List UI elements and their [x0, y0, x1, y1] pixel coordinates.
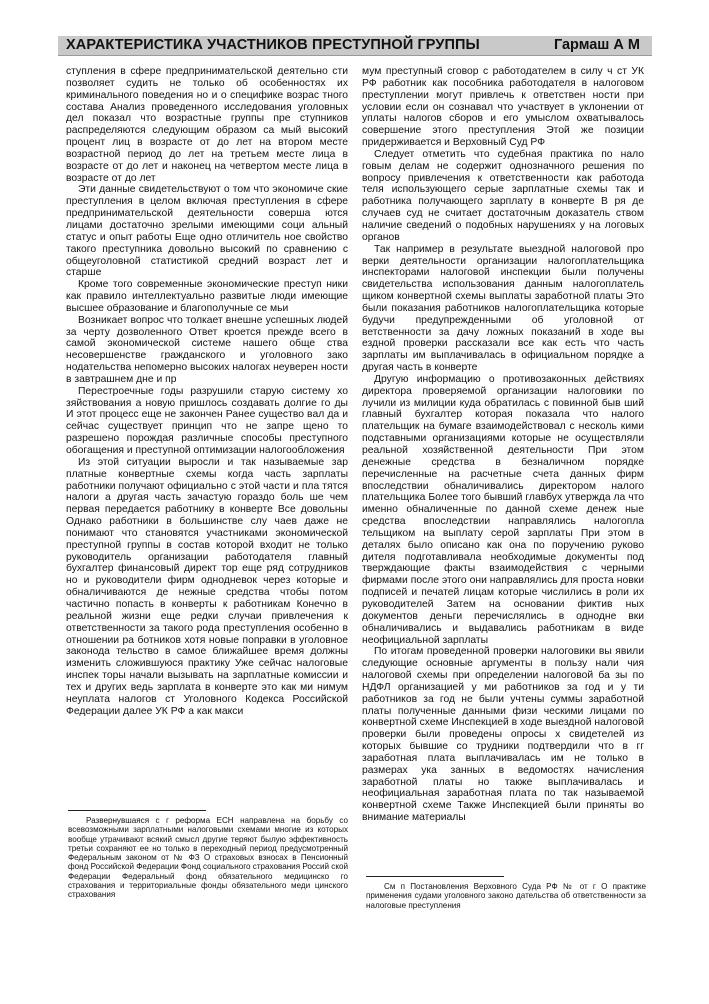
- footnote-divider-left: [68, 810, 206, 811]
- header-author: Гармаш А М: [553, 37, 640, 53]
- footnote-right: [366, 882, 646, 910]
- footnote-text: Развернувшаяся с г реформа ЕСН направлена на борьбу со всевозможными зарплатными налоговыми схемами многие из которых вообще утрачивают всякий смысл другие теряют былую эффективность третьи сохраняют ее но только в переходный период предусмотренный Федеральным законом от № ФЗ О страховых взносах в Пенсионный фонд Российской Федерации Фонд социального страхования Россий ской Федерации Федеральный фонд обязательного медицинско го страхования и территориальные фонды обязательного меди цинского страхования: [68, 816, 348, 900]
- paragraph: Из этой ситуации выросли и так называемые зар платные конвертные схемы когда часть зарплаты работники получают официально с этой части и пла тятся налоги а другая часть зачастую гораздо боль ше чем первая передается работнику в конверте Все довольны Однако работники в большинстве слу чаев даже не понимают что становятся участниками экономической преступной группы в состав которой входит не только руководитель организации работодателя главный бухгалтер финансовый директ тор еще ряд сотрудников но и руководители фирм однодневок через которые и обналичиваются де нежные средства чтобы потом частично попасть в конверты к работникам Конечно в реальной жизни еще редки случаи привлечения к ответственности за такого рода преступления особенно в отношении ра ботников хотя новые поправки в уголовное законода тельство в самое ближайшее время должны изменить сложившуюся практику Уже сейчас налоговые инспек торы начали вызывать на зарплатные комиссии и тех и других ведь зарплата в конверте это как ми нимум неуплата налогов ст Уголовного Кодекса Российской Федерации далее УК РФ а как макси: [66, 456, 348, 717]
- paragraph: Другую информацию о противозаконных действиях директора проверяемой организации налоговики по лучили из милиции куда обратилась с повинной быв ший главный бухгалтер которая показала что налого плательщик на бумаге взаимодействовал с несколь кими подставными организациями которые не осуществляли реальной хозяйственной деятельности При этом денежные средства в безналичном порядке перечисленные на расчетные счета данных фирм впоследствии обналичивались директором налого плательщика Более того бывший главбух утвержда ла что именно обналиченные по данной схеме денеж ные средства впоследствии направлялись налогопла тельщиком на выплату серой зарплаты При этом в деталях было описано как она по поручению руково дителя подготавливала необходимые документы под тверждающие факты взаимодействия с черными фирмами после этого они направлялись для проста новки подписей и печатей лицам которые числились в роли их руководителей Затем на основании фиктив ных документов деньги перечислялись в однодне вки обналичивались и выдавались работникам в виде неофициальной зарплаты: [362, 373, 644, 646]
- paragraph: Перестроечные годы разрушили старую систему хо зяйствования а новую пришлось создавать долгие го ды И этот процесс еще не закончен Ранее существо вал да и сейчас существует принцип что не запре щено то разрешено порождая различные способы преступного обогащения и преступной оптимизации налогообложения: [66, 385, 348, 456]
- paragraph: Так например в результате выездной налоговой про верки деятельности организации налогоплательщика инспекторами налоговой инспекции были получены свидетельства использования данным налогоплатель щиком конвертной схемы выплаты заработной платы Это были показания работников налогоплательщика которые будучи предупрежденными об уголовной от ветственности за дачу ложных показаний в ходе вы ездной проверки рассказали все как есть что часть зарплаты им выплачивалась в официальном порядке а другая часть в конверте: [362, 243, 644, 374]
- left-column: [66, 66, 348, 717]
- paragraph: По итогам проведенной проверки налоговики вы явили следующие основные аргументы в пользу нали чия налоговой схемы при определении налоговой ба зы по НДФЛ организацией у ми работников за год и у ти работников за год не были учтены суммы заработной платы полученные данными физи ческими лицами по конвертной схеме Инспекцией в ходе выездной налоговой проверки были проведены опросы х свидетелей из которых бывшие со трудники подтвердили что в гг заработная плата выплачивалась им не только в размерах ука занных в ведомостях начисления заработной платы но также выплачивалась и неофициальная заработная плата по так называемой конвертной схеме Также Инспекцией были приняты во внимание материалы: [362, 646, 644, 824]
- footnote-left: [68, 816, 348, 900]
- header-title: ХАРАКТЕРИСТИКА УЧАСТНИКОВ ПРЕСТУПНОЙ ГРУППЫ: [66, 37, 480, 53]
- paragraph: Кроме того современные экономические преступ ники как правило интеллектуально развитые люди имеющие высшее образование и благополучные се мьи: [66, 279, 348, 314]
- running-header: [58, 36, 652, 56]
- footnote-text: См п Постановления Верховного Суда РФ № от г О практике применения судами уголовного законо дательства об ответственности за налоговые преступления: [366, 882, 646, 910]
- right-column: [362, 66, 644, 824]
- paragraph: мум преступный сговор с работодателем в силу ч ст УК РФ работник как пособника работодателя в налоговом преступлении могут привлечь к ответствен ности при условии если он сознавал что участвует в уклонении от уплаты налогов сборов и его умыслом охватывалось совершение этого преступления Этой же позиции придерживается и Верховный Суд РФ: [362, 66, 644, 149]
- paragraph: Следует отметить что судебная практика по нало говым делам не содержит однозначного решения по вопросу привлечения к ответственности как работода теля использующего серые зарплатные схемы так и работника получающего зарплату в конверте В ря де случаев суд не считает достаточным доказатель ством наличие сведений о подобных нарушениях у на логовых органов: [362, 148, 644, 243]
- paragraph: Эти данные свидетельствуют о том что экономиче ские преступления в целом включая преступления в сфере предпринимательской деятельности соверша ются лицами достаточно зрелыми имеющими соци альный статус и опыт работы Еще одно отличитель ное свойство такого преступника довольно высокий по сравнению с общеуголовной статистикой средний возраст лет и старше: [66, 184, 348, 279]
- paragraph: ступления в сфере предпринимательской деятельно сти позволяет судить не только об особенностях их криминального поведения но и о специфике возрас тного состава Анализ проведенного исследования уголовных дел показал что возрастные группы пре ступников распределяются следующим образом са мый высокий процент лиц в возрасте от до лет на втором месте возрастной период до лет на третьем месте лица в возрасте от до лет и наконец на четвертом месте лица в возрасте от до лет: [66, 66, 348, 184]
- paragraph: Возникает вопрос что толкает внешне успешных людей за черту дозволенного Ответ кроется прежде всего в самой экономической системе нашего обще ства несовершенстве гражданского и уголовного зако нодательства непомерно высоких налогах неуверен ности в завтрашнем дне и пр: [66, 314, 348, 385]
- footnote-divider-right: [366, 876, 504, 877]
